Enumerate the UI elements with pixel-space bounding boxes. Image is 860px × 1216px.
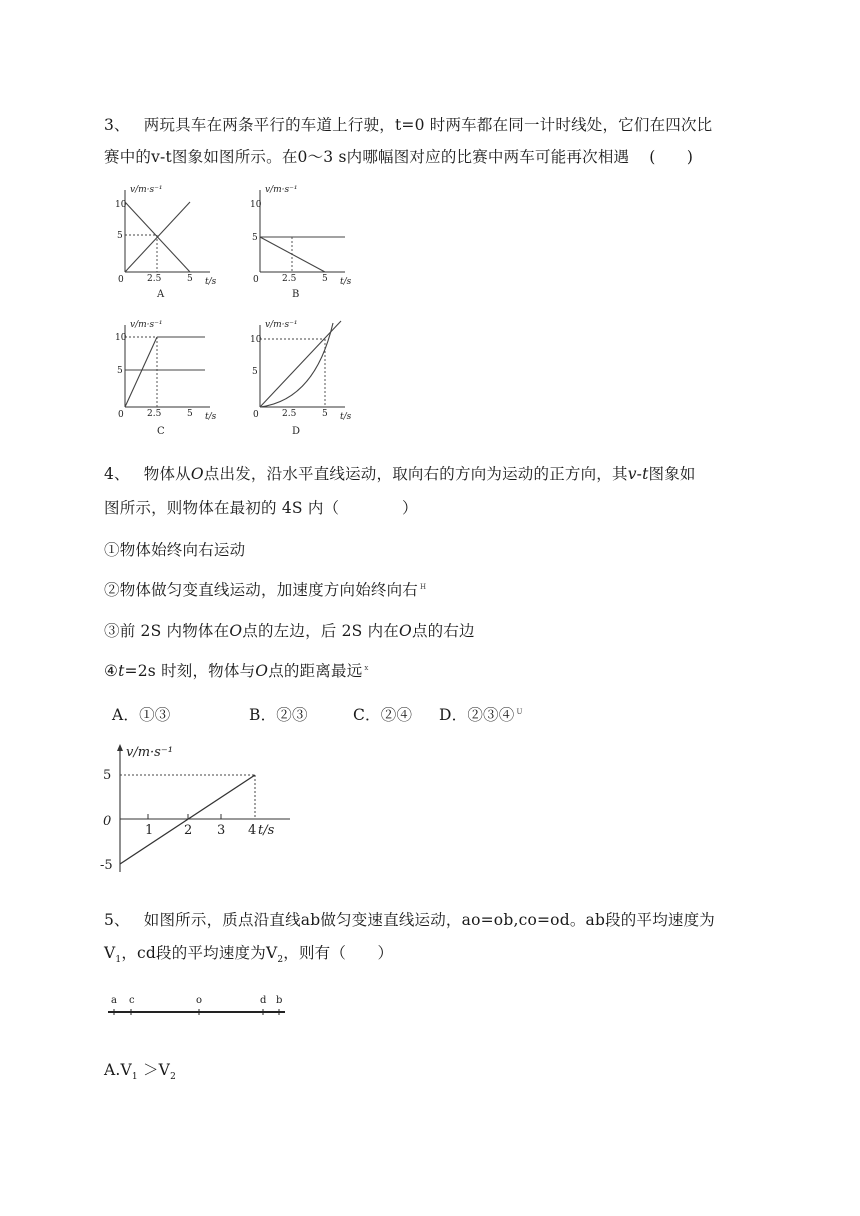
q3-number: 3、 — [104, 116, 130, 134]
point-o: o — [196, 995, 203, 1006]
svg-text:10: 10 — [115, 333, 127, 343]
q4-line2: 图所示，则物体在最初的 4S 内（ ） — [104, 499, 418, 517]
q4-line1: 4、 物体从O点出发，沿水平直线运动，取向右的方向为运动的正方向，其v-t图象如 — [104, 465, 696, 483]
q3-graph-a — [110, 180, 230, 305]
graph-a-yaxis-label: v/m·s⁻¹ — [130, 185, 163, 195]
svg-text:5: 5 — [322, 409, 328, 419]
q3-line2 — [104, 145, 693, 167]
svg-text:10: 10 — [115, 200, 127, 210]
point-d: d — [260, 995, 267, 1006]
q5-number: 5、 — [104, 911, 130, 929]
svg-text:10: 10 — [250, 335, 262, 345]
svg-text:v/m·s⁻¹: v/m·s⁻¹ — [130, 320, 163, 330]
svg-text:10: 10 — [250, 200, 262, 210]
svg-text:v/m·s⁻¹: v/m·s⁻¹ — [265, 320, 298, 330]
svg-text:t/s: t/s — [340, 277, 352, 287]
q4-vt-graph — [100, 742, 300, 882]
svg-text:1: 1 — [145, 823, 154, 838]
graph-d-label: D — [292, 426, 301, 437]
graph-a-label: A — [157, 289, 165, 300]
q4-yaxis-label: v/m·s⁻¹ — [126, 745, 173, 760]
q5-line-diagram — [105, 988, 295, 1020]
svg-text:2.5: 2.5 — [147, 409, 162, 419]
svg-text:5: 5 — [187, 409, 193, 419]
q4-choice-d: D．②③④ — [439, 706, 515, 724]
q3-answer-paren: ( ) — [649, 148, 694, 166]
point-b: b — [276, 995, 283, 1006]
graph-c-label: C — [157, 426, 165, 437]
svg-text:0: 0 — [253, 410, 259, 420]
svg-text:0: 0 — [253, 275, 259, 285]
svg-text:5: 5 — [187, 274, 193, 284]
svg-text:-5: -5 — [100, 858, 113, 873]
q4-choice-b: B．②③ — [249, 706, 308, 724]
q4-xaxis-label: t/s — [258, 823, 275, 838]
q4-number: 4、 — [104, 465, 130, 483]
svg-text:5: 5 — [117, 366, 123, 376]
q3-text-1: 两玩具车在两条平行的车道上行驶，t=0 时两车都在同一计时线处，它们在四次比 — [143, 116, 713, 134]
q3-text-2: 赛中的v-t图象如图所示。在0～3 s内哪幅图对应的比赛中两车可能再次相遇 — [104, 148, 630, 166]
q4-statement-3: ③前 2S 内物体在O点的左边，后 2S 内在O点的右边 — [104, 622, 475, 640]
q3-graph-b — [245, 180, 365, 305]
svg-text:0: 0 — [103, 814, 112, 829]
svg-text:4: 4 — [248, 823, 257, 838]
svg-text:t/s: t/s — [205, 277, 217, 287]
q4-statement-4: ④t=2s 时刻，物体与O点的距离最远 $^x$ — [104, 662, 369, 680]
graph-b-label: B — [292, 289, 300, 300]
svg-text:t/s: t/s — [205, 412, 217, 422]
svg-text:5: 5 — [103, 768, 112, 783]
q3-line1 — [104, 113, 712, 135]
q5-line1: 5、 如图所示，质点沿直线ab做匀变速直线运动，ao=ob,co=od。ab段的平均速度为 — [104, 911, 715, 929]
svg-text:0: 0 — [118, 275, 124, 285]
svg-text:5: 5 — [117, 231, 123, 241]
q4-choice-a: A．①③ — [112, 706, 171, 724]
q3-graph-c — [110, 315, 230, 440]
q4-choices: A．①③ B．②③ C．②④ D．②③④ $^U$ — [112, 703, 523, 725]
svg-text:5: 5 — [322, 274, 328, 284]
q4-statement-1: ①物体始终向右运动 — [104, 541, 246, 559]
svg-text:v/m·s⁻¹: v/m·s⁻¹ — [265, 185, 298, 195]
point-c: c — [129, 995, 135, 1006]
svg-text:2.5: 2.5 — [282, 409, 297, 419]
q5-option-a: $A.V_1 >V_2$ — [104, 1061, 177, 1083]
svg-text:5: 5 — [252, 233, 258, 243]
svg-text:2: 2 — [184, 823, 193, 838]
q3-graph-d — [245, 315, 365, 440]
svg-text:2.5: 2.5 — [147, 274, 162, 284]
svg-text:5: 5 — [252, 367, 258, 377]
point-a: a — [111, 995, 117, 1006]
q5-line2: $V_1$，cd段的平均速度为$V_2$，则有（ ） — [104, 944, 394, 966]
q4-choice-c: C．②④ — [353, 706, 413, 724]
q4-statement-2: ②物体做匀变直线运动，加速度方向始终向右 $^H$ — [104, 581, 427, 599]
svg-text:0: 0 — [118, 410, 124, 420]
svg-text:t/s: t/s — [340, 412, 352, 422]
svg-text:3: 3 — [217, 823, 226, 838]
svg-text:2.5: 2.5 — [282, 274, 297, 284]
